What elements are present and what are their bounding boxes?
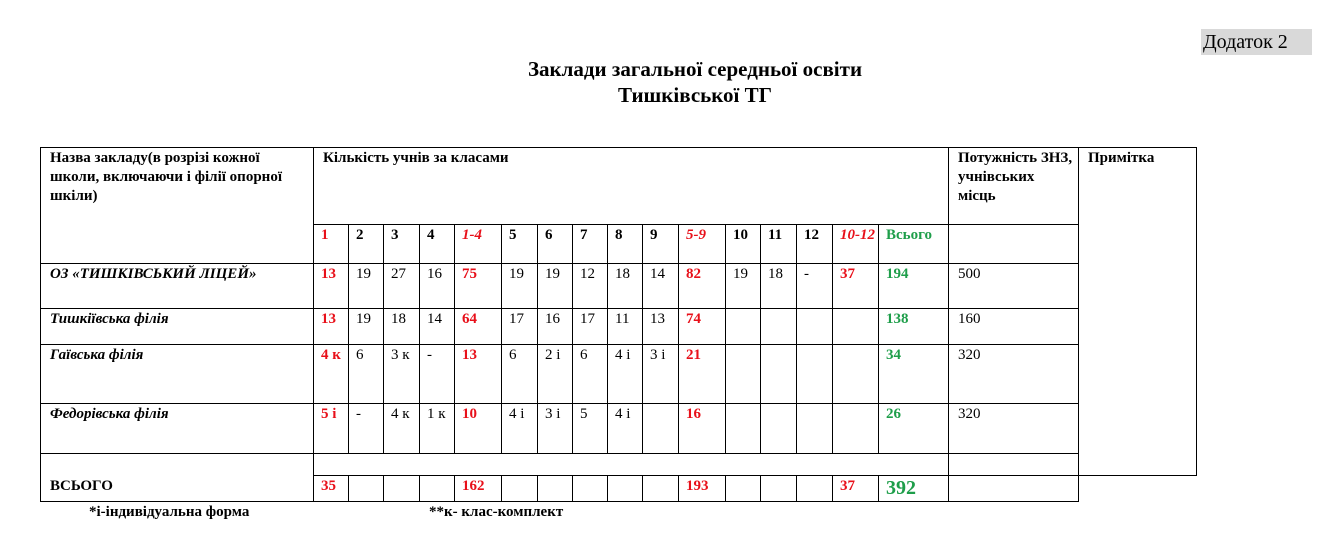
document-title: [395, 56, 995, 108]
col-header: 1-4: [455, 225, 502, 264]
school-name: ОЗ «ТИШКІВСЬКИЙ ЛІЦЕЙ»: [41, 264, 314, 309]
table-cell: 14: [420, 309, 455, 345]
table-cell: [643, 476, 679, 502]
schools-table: [40, 147, 1197, 502]
table-cell: [608, 476, 643, 502]
spacer-row: [41, 454, 1197, 476]
table-cell: [797, 476, 833, 502]
col-header: 5-9: [679, 225, 726, 264]
col-header: 6: [538, 225, 573, 264]
total-cell: 26: [879, 404, 949, 454]
table-cell: [384, 476, 420, 502]
table-cell: [726, 404, 761, 454]
table-cell: [833, 309, 879, 345]
col-header: 2: [349, 225, 384, 264]
total-cell: 138: [879, 309, 949, 345]
table-cell: 74: [679, 309, 726, 345]
table-row: [41, 264, 1197, 309]
col-header: 3: [384, 225, 420, 264]
table-cell: [761, 345, 797, 404]
table-cell: [643, 404, 679, 454]
table-cell: 13: [643, 309, 679, 345]
capacity-cell: 160: [949, 309, 1079, 345]
table-cell: 4 к: [314, 345, 349, 404]
table-cell: 75: [455, 264, 502, 309]
spacer-cell: [41, 454, 314, 476]
table-row: [41, 345, 1197, 404]
table-cell: -: [797, 264, 833, 309]
table-cell: 82: [679, 264, 726, 309]
table-cell: 4 к: [384, 404, 420, 454]
table-cell: 4 і: [608, 404, 643, 454]
title-line-2: Тишківської ТГ: [617, 83, 773, 107]
grand-total-cell: 392: [879, 476, 949, 502]
table-cell: 10: [455, 404, 502, 454]
table-cell: [833, 345, 879, 404]
table-cell: 14: [643, 264, 679, 309]
table-cell: 3 і: [643, 345, 679, 404]
table-cell: -: [349, 404, 384, 454]
capacity-cell: 320: [949, 345, 1079, 404]
table-cell: -: [420, 345, 455, 404]
table-cell: 18: [608, 264, 643, 309]
table-cell: 21: [679, 345, 726, 404]
table-cell: [726, 309, 761, 345]
table-cell: [502, 476, 538, 502]
table-cell: 27: [384, 264, 420, 309]
table-cell: [797, 309, 833, 345]
table-cell: 19: [349, 309, 384, 345]
header-name: Назва закладу(в розрізі кожної школи, включаючи і філії опорної шкіли): [41, 148, 314, 264]
table-cell: 18: [761, 264, 797, 309]
table-cell: 5: [573, 404, 608, 454]
table-cell: 37: [833, 476, 879, 502]
total-row: [41, 476, 1197, 502]
table-cell: 37: [833, 264, 879, 309]
table-cell: 17: [502, 309, 538, 345]
table-cell: [797, 345, 833, 404]
table-cell: 13: [314, 309, 349, 345]
table-cell: 4 і: [502, 404, 538, 454]
table-cell: 6: [573, 345, 608, 404]
table-cell: 19: [726, 264, 761, 309]
table-cell: [726, 345, 761, 404]
spacer-cell: [949, 454, 1079, 476]
table-cell: 13: [455, 345, 502, 404]
table-cell: 12: [573, 264, 608, 309]
col-header: 11: [761, 225, 797, 264]
table-cell: [761, 404, 797, 454]
table-cell: 3 і: [538, 404, 573, 454]
school-name: Тишкіївська філія: [41, 309, 314, 345]
table-row: [41, 404, 1197, 454]
school-name: Гаївська філія: [41, 345, 314, 404]
table-cell: 1 к: [420, 404, 455, 454]
table-cell: 19: [502, 264, 538, 309]
table-cell: 16: [679, 404, 726, 454]
table-cell: 193: [679, 476, 726, 502]
header-row-1: [41, 148, 1197, 225]
table-cell: [538, 476, 573, 502]
table-cell: [761, 309, 797, 345]
table-cell: 35: [314, 476, 349, 502]
col-header: 7: [573, 225, 608, 264]
school-name: Федорівська філія: [41, 404, 314, 454]
table-cell: 19: [538, 264, 573, 309]
col-header: 12: [797, 225, 833, 264]
col-header: 9: [643, 225, 679, 264]
header-count: Кількість учнів за класами: [314, 148, 949, 225]
table-row: [41, 309, 1197, 345]
table-cell: 16: [420, 264, 455, 309]
table-cell: 13: [314, 264, 349, 309]
table-cell: [833, 404, 879, 454]
col-header: 10: [726, 225, 761, 264]
table-cell: 64: [455, 309, 502, 345]
table-cell: 162: [455, 476, 502, 502]
capacity-empty-cell: [949, 225, 1079, 264]
total-label: ВСЬОГО: [41, 476, 314, 502]
table-cell: 4 і: [608, 345, 643, 404]
footnote-class-complex: **к- клас-комплект: [429, 504, 564, 520]
table-cell: 19: [349, 264, 384, 309]
header-note: Примітка: [1079, 148, 1197, 476]
total-cell: 194: [879, 264, 949, 309]
footnote-individual: *і-індивідуальна форма: [89, 504, 250, 520]
capacity-cell: 500: [949, 264, 1079, 309]
col-header: 5: [502, 225, 538, 264]
table-cell: 17: [573, 309, 608, 345]
table-cell: 16: [538, 309, 573, 345]
table-cell: 6: [502, 345, 538, 404]
header-capacity: Потужність ЗНЗ, учнівських місць: [949, 148, 1079, 225]
total-cell: 34: [879, 345, 949, 404]
table-cell: [420, 476, 455, 502]
table-cell: 6: [349, 345, 384, 404]
table-cell: [797, 404, 833, 454]
col-header: 1: [314, 225, 349, 264]
table-cell: 18: [384, 309, 420, 345]
col-header: 10-12: [833, 225, 879, 264]
title-line-1: Заклади загальної середньої освіти: [527, 57, 863, 81]
col-header: Всього: [879, 225, 949, 264]
table-cell: 11: [608, 309, 643, 345]
table-cell: 3 к: [384, 345, 420, 404]
table-cell: [726, 476, 761, 502]
col-header: 4: [420, 225, 455, 264]
capacity-cell: [949, 476, 1079, 502]
col-header: 8: [608, 225, 643, 264]
table-cell: [761, 476, 797, 502]
table-cell: 5 і: [314, 404, 349, 454]
appendix-label: Додаток 2: [1201, 29, 1312, 55]
capacity-cell: 320: [949, 404, 1079, 454]
table-cell: [573, 476, 608, 502]
table-cell: 2 і: [538, 345, 573, 404]
spacer-cell: [314, 454, 949, 476]
table-cell: [349, 476, 384, 502]
